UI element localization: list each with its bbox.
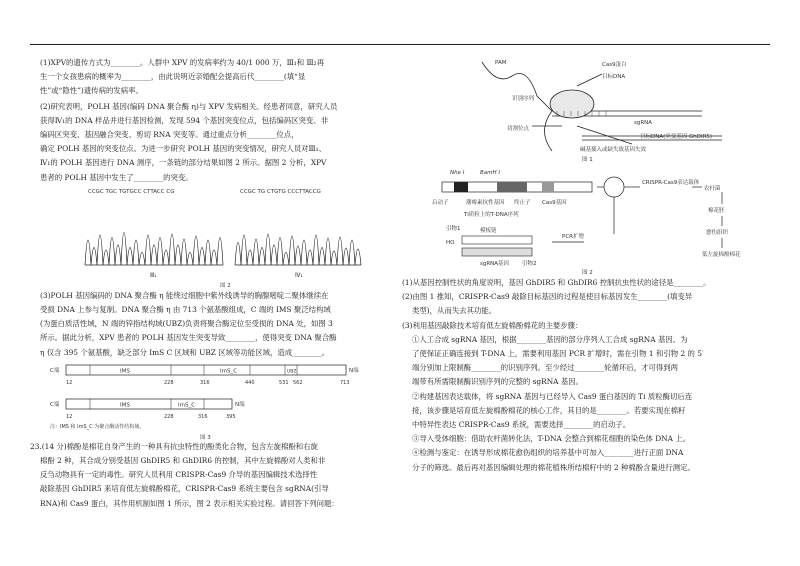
flow-svg [402,164,774,276]
q2-line-6: 患者的 POLH 基因中发生了________的突变。 [40,172,193,182]
figure-3-domains [50,360,390,442]
r-line-4: (3)利用基因敲除技术培育低左旋棉酚棉花的主要步骤： [402,320,583,330]
cotton-label: 棉花胚 [708,208,725,214]
q23-line-4: 敲除基因 GhDIR5 来培育低左旋棉酚棉花，CRISPR-Cas9 系统主要包含 sgRNA(引导 [40,484,329,494]
figure-1-mechanism [402,56,774,164]
terminator-label: 终止子 [514,200,531,206]
primer1-label: 引物1 [446,226,461,232]
chromatogram-svg [80,185,370,289]
question-23 [30,440,390,510]
c-end-top: C端 [50,367,60,374]
r-line-5: ①人工合成 sgRNA 基因，根据________基因的部分序列人工合成 sgRNA 基因。为 [412,334,688,344]
q3-line-5: η 仅含 395 个氨基酸，缺乏部分 ImS C 区域和 UBZ 区域等功能区域，造成________。 [40,347,330,357]
resist-label: 潮霉素抗性基因 [466,200,505,206]
tick-top-531: 531 [279,379,289,386]
figure-1-caption: 图 1 [582,157,593,163]
q2-line-4: 确定 POLH 基因的突变位点。为进一步研究 POLH 基因的突变情况，研究人员对Ⅲ₁、 [40,144,326,154]
q23-line-1: 23.(14 分)棉酚是棉花自身产生的一种具有抗虫特性的酚类化合物，包含左旋棉酚和右旋 [30,441,318,451]
crispr-label: CRISPR-Cas9表达载体 [642,180,700,186]
tick-bottom-12: 12 [66,413,73,420]
ims-bottom: IMS [120,402,130,409]
q23-line-3: 反刍动物具有一定的毒性。研究人员利用 CRISPR-Cas9 介导的基因编辑技术选择性 [40,470,318,480]
tick-top-228: 228 [164,379,174,386]
n-end-bottom: N端 [235,401,245,408]
r-line-3: 类型)，从而失去其功能。 [412,306,497,316]
pcr-label: PCR扩增 [562,234,584,240]
q3-line-1: (3)POLH 基因编码的 DNA 聚合酶 η 能绕过细胞中紫外线诱导的胸腺嘧啶二聚体继续在 [40,290,329,300]
label-III1: Ⅲ₁ [150,271,157,279]
left-column [30,56,390,511]
figure-3-caption: 图 3 [200,434,211,441]
sequence-right: CCGC TG CTGTG CCCTTACCG [240,188,321,195]
figure-2-chromatograms [80,185,390,289]
question-1 [30,56,390,98]
q2-line-1: (2)研究表明，POLH 基因(编码 DNA 聚合酶 η)与 XPV 发病相关。经患者同意，研究人员 [40,101,338,111]
q3-line-4: 所示。据此分析，XPV 患者的 POLH 基因发生突变导致________，使得突变 DNA 聚合酶 [40,333,337,343]
tick-top-316: 316 [200,379,210,386]
figure-2-right-caption: 图 2 [582,270,593,276]
ims-top: IMS [120,368,130,375]
tick-bottom-395: 395 [226,413,236,420]
q2-line-2: 获得Ⅳ₁的 DNA 样品并进行基因检测，发现 594 个基因突变位点，包括编码区突变、非 [40,115,329,125]
tick-top-440: 440 [245,379,255,386]
agro-label: 农杆菌 [704,186,721,192]
question-3 [30,289,390,359]
r-line-6: 了使保证正确连接到 T-DNA 上，需要利用基因 PCR 扩增时，需在引物 1 和引物 2 的 5′ [412,349,704,359]
q2-line-5: Ⅳ₁的 POLH 基因进行 DNA 测序，一条链的部分结果如图 2 所示。据图 2 分析，XPV [40,158,327,168]
sgrna-label: sgRNA [634,120,653,126]
sgrna-gene-label: sgRNA基因 [480,261,510,267]
sequence-left: CCGC TGC TGTGCC CTTACC CG [88,188,175,195]
primer2-label: 引物2 [522,261,537,267]
ims-c-top: ImS_C [220,368,238,375]
repair-label: 碱基插入或缺失致基因失效 [580,147,647,153]
questions-right [402,276,774,474]
protein-bar-bottom [50,399,245,420]
q1-line-2: 生一个女孩患病的概率为________，由此说明近亲婚配会提高后代________(填“显 [40,72,306,82]
q1-line-1: (1)XPV的遗传方式为________。人群中 XPV 的发病率约为 40/1 000 万，Ⅲ₁和 Ⅲ₂再 [40,58,324,67]
promoter-label: 启动子 [432,200,449,206]
cas9-label: Cas9蛋白 [602,62,627,68]
domain-svg [50,360,380,442]
right-column [402,56,774,475]
nick-label: 切割位点 [507,126,530,132]
r-line-1: (1)从基因控制性状的角度说明，基因 GhDIR5 和 GhDIR6 控制抗虫性状的途径是________。 [402,278,711,287]
r-line-13: ④检测与鉴定：在诱导形成棉花愈伤组织的培养基中可加入________进行正面 DNA [412,448,684,458]
r-line-14: 分子的筛选。最后再对基因编辑处理的棉花植株所结棉籽中的 2 种棉酚含量进行测定。 [412,462,695,472]
cas9-gene-label: Cas9基因 [542,200,567,206]
q23-line-2: 棉酚 2 种，其合成分别受基因 GhDIR5 和 GhDIR6 的控制，其中左旋棉酚对人类和非 [40,456,326,466]
tick-bottom-316: 316 [198,413,208,420]
chromatogram-left [85,232,223,265]
r-line-7: 端分别加上限制酶________的识别序列。至少经过________轮循环后，才可得到两 [412,363,679,373]
r-line-12: ③导入受体细胞：借助农杆菌转化法，T-DNA 会整合到棉花细胞的染色体 DNA 上。 [412,434,691,444]
n-end-top: N端 [349,367,359,374]
figure-2-flow [402,164,774,276]
figure-2-caption: 图 2 [220,282,231,289]
template-label: 模板链 [480,228,497,234]
q3-line-3: (为蛋白质活性域，N 端的锌指结构域(UBZ)负责将聚合酶定位至受损的 DNA 处，如图 3 [40,319,333,329]
r-line-10: 接，该步骤是培育低左旋棉酚棉花的核心工作，其目的是________。若要实现在棉籽 [412,405,686,415]
tdna-sequence [432,170,592,218]
figure-3-note: 注：IMS 和 ImS_C 为聚合酶活性结构域。 [50,423,145,430]
q2-line-3: 编码区突变、基因融合突变、剪切 RNA 突变等。通过重点分析________位点， [40,130,299,140]
tick-top-713: 713 [340,379,350,386]
plant-label: 低左旋棉酚棉花 [702,252,741,258]
target-dna-label: 目标DNA [602,74,626,80]
ho-label: HO [446,240,455,246]
mutant-label: 目标DNA(突变基因 GhDIR5) [640,134,713,140]
question-2 [30,100,390,184]
protein-bar-top [50,365,359,386]
pam-label: PAM [495,60,507,66]
pcr-module [446,224,584,267]
chromatogram-right [235,234,361,265]
recognition-label: 识别序列 [512,96,535,102]
r-line-9: ②构建基因表达载体，将 sgRNA 基因与已经导入 Cas9 蛋白基因的 Ti 质粒酶切后连 [412,391,693,401]
bam-label: BamH Ⅰ [480,170,501,176]
q23-line-5: RNA)和 Cas9 蛋白，其作用机制如图 1 所示，图 2 表示相关实验过程。请回答下列问题： [40,498,339,508]
tick-top-12: 12 [66,379,73,386]
mechanism-svg [402,56,774,164]
r-line-11: 中特异性表达 CRISPR-Cas9 系统，需要选择________的启动子。 [412,420,631,430]
c-end-bottom: C端 [50,401,60,408]
callus-label: 愈伤组织 [706,230,729,236]
q1-line-3: 性”或“隐性”)遗传病的发病率。 [40,86,143,96]
q3-line-2: 受损 DNA 上参与复制。DNA 聚合酶 η 由 713 个氨基酸组成，C 端的 IMS 聚泛结构域 [40,305,331,315]
ims-c-bottom: ImS_C [178,402,196,409]
header-rule [30,44,770,45]
label-IV1: Ⅳ₁ [295,271,303,279]
nhe-label: Nhe Ⅰ [450,170,465,176]
tick-bottom-228: 228 [164,413,174,420]
ti-label: Ti质粒上的T-DNA序列 [464,212,519,218]
r-line-2: (2)由图 1 推知，CRISPR-Cas9 敲除目标基因的过程是使目标基因发生________(填变异 [402,292,693,302]
tick-top-562: 562 [293,379,303,386]
r-line-8: 端带有所需限制酶识别序列的完整的 sgRNA 基因。 [412,377,584,387]
ubz-top: UBZ [287,369,297,375]
